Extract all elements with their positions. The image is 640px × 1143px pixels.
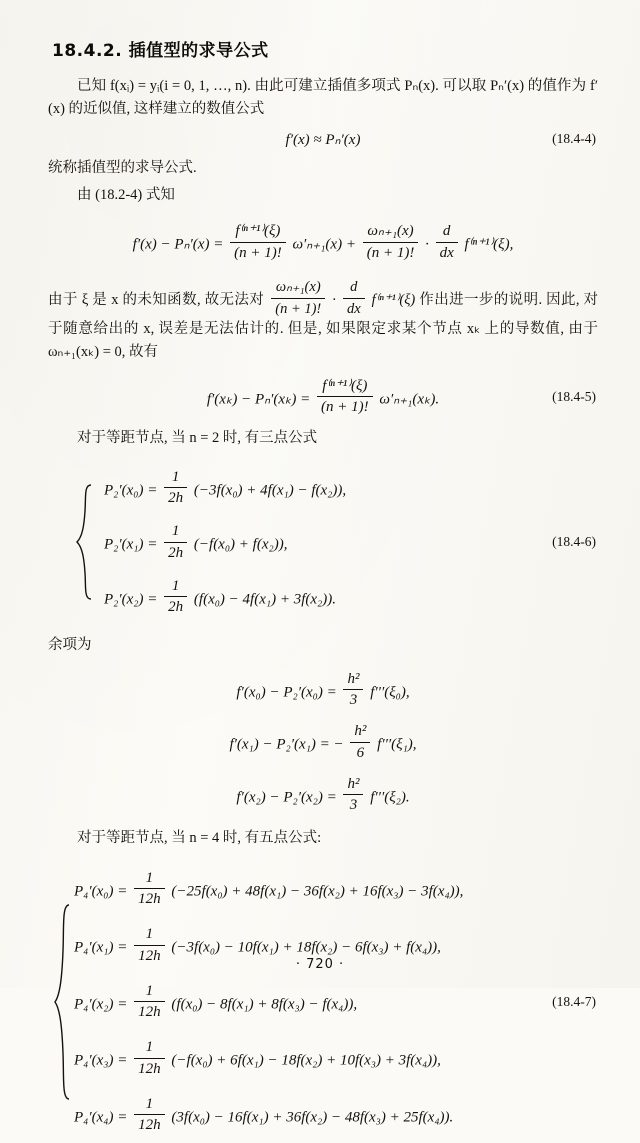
equation-18-4-6-row-3-frac: [164, 577, 187, 618]
equation-error-frac-1-num: f⁽ⁿ⁺¹⁾(ξ): [230, 222, 286, 243]
equation-18-4-7-row-5: [74, 1087, 598, 1143]
remainder-row-3-frac: [343, 775, 363, 816]
equation-error-frac-1-den: (n + 1)!: [234, 244, 282, 261]
equation-18-4-6-row-3-num: 1: [164, 577, 187, 598]
equation-18-4-6-block: [48, 461, 598, 625]
equation-error-frac-2-den: (n + 1)!: [366, 244, 415, 261]
inline-frac-omega-den: (n + 1)!: [275, 300, 322, 317]
remainder-row-2-num: h²: [350, 722, 370, 743]
equation-18-4-5: [48, 377, 598, 418]
equation-18-4-7-block: [48, 861, 598, 1143]
equation-18-4-6-row-3-rhs: (f(x₀) − 4f(x₁) + 3f(x₂)).: [193, 591, 336, 608]
equation-18-4-5-frac-den: (n + 1)!: [321, 399, 369, 416]
equation-18-4-7-row-5-lhs: P₄′(x₄) =: [74, 1109, 128, 1126]
paragraph-4-part-a: 由于 ξ 是 x 的未知函数, 故无法对: [48, 292, 265, 309]
equation-18-4-7-row-3-lhs: P₄′(x₂) =: [74, 996, 128, 1013]
equation-error-middot: ·: [425, 236, 429, 253]
paragraph-4: [48, 278, 598, 364]
equation-18-4-6-row-1-num: 1: [164, 468, 187, 489]
equation-error-frac-1: [230, 222, 286, 263]
paragraph-2: 统称插值型的求导公式.: [48, 159, 197, 176]
equation-error-frac-2-num: ωₙ₊₁(x): [363, 222, 419, 243]
remainder-row-2-den: 6: [356, 744, 365, 761]
paragraph-3: 由 (18.2-4) 式知: [77, 187, 175, 204]
equation-18-4-6-row-3: [104, 570, 598, 625]
equation-18-4-6-row-2-lhs: P₂′(x₁) =: [104, 536, 158, 553]
equation-18-4-6-row-2-rhs: (−f(x₀) + f(x₂)),: [193, 536, 288, 553]
left-brace-icon-2: [52, 861, 74, 1143]
equation-18-4-7-row-3: [74, 974, 598, 1031]
equation-18-4-7-row-1-frac: [134, 869, 165, 910]
equation-18-4-7-row-5-frac: [134, 1095, 165, 1136]
equation-18-4-6-row-3-den: 2h: [168, 599, 184, 616]
equation-18-4-7-row-4-num: 1: [134, 1038, 165, 1059]
inline-frac-ddx-den: dx: [346, 300, 361, 317]
remainder-row-3-num: h²: [343, 775, 363, 796]
equation-18-4-7-row-4-rhs: (−f(x₀) + 6f(x₁) − 18f(x₂) + 10f(x₃) + 3f(x₄)),: [171, 1052, 441, 1069]
equation-18-4-7-row-2-den: 12h: [138, 947, 161, 964]
equation-18-4-7-row-1-den: 12h: [138, 891, 161, 908]
remainder-row-1: [48, 670, 598, 711]
equation-18-4-7-row-4-lhs: P₄′(x₃) =: [74, 1052, 128, 1069]
remainder-row-2-lhs: f′(x₁) − P₂′(x₁) =: [229, 736, 330, 753]
paragraph-1: 已知 f(xᵢ) = yᵢ(i = 0, 1, …, n). 由此可建立插值多项式 Pₙ(x). 可以取 Pₙ′(x) 的值作为 f′(x) 的近似值, 这样建立的数值公式: [48, 78, 598, 118]
equation-18-4-5-frac-num: f⁽ⁿ⁺¹⁾(ξ): [317, 377, 373, 398]
inline-frac-tail: f⁽ⁿ⁺¹⁾(ξ): [371, 292, 416, 309]
paragraph-7: 对于等距节点, 当 n = 4 时, 有五点公式:: [77, 830, 322, 847]
equation-18-4-7-row-3-rhs: (f(x₀) − 8f(x₁) + 8f(x₃) − f(x₄)),: [171, 996, 358, 1013]
page-number: · 720 ·: [295, 957, 345, 972]
left-brace-icon: [74, 461, 96, 625]
equation-error-frac-2: [363, 222, 419, 263]
equation-error-frac-3-den: dx: [439, 244, 454, 261]
equation-error-frac-3: [436, 222, 458, 263]
equation-18-4-7-row-4-den: 12h: [138, 1060, 161, 1077]
equation-error-term-1-tail: ω′ₙ₊₁(x) +: [292, 236, 356, 253]
equation-18-4-7-row-5-rhs: (3f(x₀) − 16f(x₁) + 36f(x₂) − 48f(x₃) + 25f(x₄)).: [171, 1109, 454, 1126]
equation-error-term: [48, 222, 598, 263]
remainder-row-3-rhs: f′′′(ξ₂).: [370, 789, 410, 806]
equation-18-4-4: [48, 130, 598, 149]
equation-18-4-5-tail: ω′ₙ₊₁(xₖ).: [379, 391, 440, 408]
equation-18-4-7-row-2-num: 1: [134, 925, 165, 946]
equation-18-4-5-lhs: f′(xₖ) − Pₙ′(xₖ) =: [206, 391, 311, 408]
remainder-row-1-den: 3: [349, 692, 358, 709]
equation-18-4-7-row-2-lhs: P₄′(x₁) =: [74, 939, 128, 956]
equation-18-4-6-row-1-frac: [164, 468, 187, 509]
inline-frac-middot: ·: [332, 292, 336, 309]
equation-error-tail: f⁽ⁿ⁺¹⁾(ξ),: [464, 236, 514, 253]
remainder-row-2-frac: [350, 722, 370, 763]
inline-frac-ddx: [343, 278, 365, 317]
inline-frac-omega-num: ωₙ₊₁(x): [271, 278, 325, 298]
equation-18-4-6-row-1-lhs: P₂′(x₀) =: [104, 482, 158, 499]
equation-18-4-7-row-5-den: 12h: [138, 1117, 161, 1134]
remainder-row-3-den: 3: [349, 797, 358, 814]
equation-18-4-7-row-3-den: 12h: [138, 1004, 161, 1021]
equation-18-4-7-row-3-num: 1: [134, 982, 165, 1003]
remainder-row-2-rhs: f′′′(ξ₁),: [377, 736, 417, 753]
equation-18-4-7-row-2-rhs: (−3f(x₀) − 10f(x₁) + 18f(x₂) − 6f(x₃) + f(x₄)),: [171, 939, 441, 956]
equation-18-4-7-row-5-num: 1: [134, 1095, 165, 1116]
equation-18-4-4-body: f′(x) ≈ Pₙ′(x): [285, 131, 361, 148]
equation-18-4-7-row-4-frac: [134, 1038, 165, 1079]
equation-18-4-7-row-1-num: 1: [134, 869, 165, 890]
equation-18-4-6-row-1: [104, 461, 598, 516]
equation-18-4-6-row-3-lhs: P₂′(x₂) =: [104, 591, 158, 608]
section-title: 18.4.2. 插值型的求导公式: [52, 41, 269, 61]
equation-18-4-6-row-2-frac: [164, 522, 187, 563]
remainder-row-3-lhs: f′(x₂) − P₂′(x₂) =: [236, 789, 337, 806]
inline-frac-omega: [271, 278, 325, 317]
inline-frac-ddx-num: d: [343, 278, 365, 298]
equation-18-4-7-row-4: [74, 1030, 598, 1087]
equation-18-4-7-row-1-lhs: P₄′(x₀) =: [74, 883, 128, 900]
equation-18-4-5-tag: (18.4-5): [552, 388, 596, 404]
remainder-row-1-num: h²: [343, 670, 363, 691]
equation-error-frac-3-num: d: [436, 222, 458, 243]
equation-18-4-6-row-2: [104, 515, 598, 570]
equation-error-lhs: f′(x) − Pₙ′(x) =: [132, 236, 224, 253]
equation-18-4-6-tag: (18.4-6): [552, 534, 596, 550]
equation-18-4-7-row-1-rhs: (−25f(x₀) + 48f(x₁) − 36f(x₂) + 16f(x₃) − 3f(x₄)),: [171, 883, 464, 900]
remainder-row-1-lhs: f′(x₀) − P₂′(x₀) =: [236, 684, 337, 701]
equation-18-4-5-frac: [317, 377, 373, 418]
equation-18-4-7-tag: (18.4-7): [552, 993, 596, 1009]
remainder-row-2: [48, 722, 598, 763]
remainder-row-1-frac: [343, 670, 363, 711]
paragraph-5: 对于等距节点, 当 n = 2 时, 有三点公式: [77, 430, 318, 447]
equation-18-4-6-row-2-num: 1: [164, 522, 187, 543]
remainder-row-1-rhs: f′′′(ξ₀),: [370, 684, 410, 701]
equation-18-4-6-row-1-den: 2h: [168, 490, 184, 507]
paragraph-6: 余项为: [48, 637, 92, 654]
remainder-row-3: [48, 775, 598, 816]
remainder-row-2-sign: −: [333, 736, 344, 753]
equation-18-4-7-row-1: [74, 861, 598, 918]
equation-18-4-6-row-1-rhs: (−3f(x₀) + 4f(x₁) − f(x₂)),: [193, 482, 347, 499]
equation-18-4-6-row-2-den: 2h: [168, 544, 184, 561]
equation-18-4-4-tag: (18.4-4): [552, 131, 596, 147]
paragraph-4-part-b: 作出进一步的说明. 因此, 对于随意给出的 x, 误差是无法估计的. 但是, 如果限定求某个节点 xₖ 上的导数值, 由于 ωₙ₊₁(xₖ) = 0, 故有: [48, 292, 599, 361]
